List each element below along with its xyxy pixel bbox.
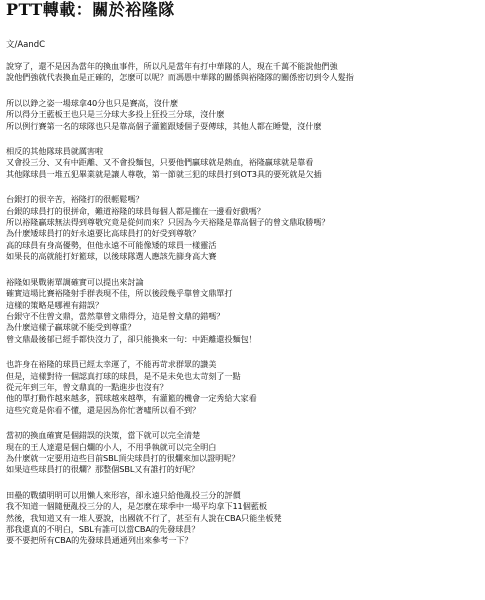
article-line: 為什麼這樣子贏球就不能受到尊重？ [6, 322, 136, 333]
article-body [6, 61, 482, 561]
article-line: 所以得分王藍板王也只是三分球大多投上狂投三分球，沒什麼 [6, 109, 225, 120]
article-line: 其他隊球員一堆五犯畢業就是讓人尊敬，第一節就三犯的球員打到OT3具的要死就是欠插 [6, 168, 322, 179]
article-line: 為什麼就一定要用這些目前SBL頂尖球員打的很爛來加以證明呢？ [6, 452, 240, 463]
article-line: 但是，這樣對待一個認真打球的球員，是不是未免也太苛刻了一點 [6, 370, 241, 381]
article-line: 如果這些球員打的很爛？那整個SBL又有誰打的好呢？ [6, 464, 200, 475]
article-line: 田壘的戰績明明可以用懶人來形容，卻永遠只給他亂投三分的評價 [6, 489, 241, 500]
article-title: PTT轉載：關於裕隆隊 [6, 0, 175, 19]
article-line: 台銀守不住曾文鼎，當然靠曾文鼎得分，這是曾文鼎的錯嗎？ [6, 310, 225, 321]
article-line: 曾文鼎最後郁已經手都快沒力了，卻只能換來一句：中距離還投麵包！ [6, 333, 257, 344]
article-line: 相反的其他隊球員就厲害啦 [6, 146, 104, 157]
article-paragraph [6, 277, 482, 345]
article-line: 現在的王人達還是個白爛的小人，不用爭執就可以完全明白 [6, 441, 217, 452]
article-paragraph [6, 359, 482, 416]
article-line: 確實這場比賽裕隆射手群表現不佳，所以後段幾乎靠曾文鼎單打 [6, 288, 233, 299]
article-line: 要不要把所有CBA的先發球員通通列出來參考一下？ [6, 535, 193, 546]
article-author: 文/AandC [6, 40, 46, 50]
article-line: 台銀打的很辛苦，裕隆打的很輕鬆嗎？ [6, 194, 144, 205]
article-line: 台銀的球員打的很拼命，難道裕隆的球員每個人都是攏在一邊看好戲嗎？ [6, 205, 265, 216]
article-line: 所以以錚之姿一場球拿40分也只是賽高，沒什麼 [6, 97, 178, 108]
article-line: 又會投三分、又有中距離、又不會投麵包，只要他們贏球就是熱血，裕隆贏球就是靠看 [6, 157, 314, 168]
article-line: 當初的換血確實是個錯誤的決策，當下就可以完全清楚 [6, 430, 201, 441]
article-line: 這樣的策略是哪裡有錯誤？ [6, 299, 104, 310]
article-line: 他的單打動作越來越多，罰球越來越準，有灌籃的機會一定秀給大家看 [6, 393, 257, 404]
article-line: 從元年到三年，曾文鼎真的一點進步也沒有？ [6, 381, 168, 392]
article-line: 說穿了，還不是因為當年的換血事件，所以凡是當年有打中華隊的人，現在千萬不能說他們強 [6, 61, 338, 71]
article-line: 這些究竟是你看不懂，還是因為你忙著噓所以看不到？ [6, 404, 201, 415]
article-paragraph [6, 98, 482, 132]
article-line: 說他們強就代表換血是正確的，怎麼可以呢？而馮愚中華隊的關係與裕隆隊的關係密切到令人髮指 [6, 72, 354, 83]
article-paragraph [6, 146, 482, 180]
article-line: 如果長的高就能打好籃球，以後球隊選人應該先篩身高大賽 [6, 251, 217, 262]
article-paragraph [6, 194, 482, 262]
article-line: 那我還真的不明白，SBL有誰可以當CBA的先發球員？ [6, 524, 200, 534]
article-line: 為什麼矮球員打的好永遠要比高球員打的好受到尊敬？ [6, 228, 201, 239]
article-line: 所以裕隆贏球無法得到尊敬究竟是從何而來？只因為今天裕隆是靠高個子的曾文鼎取勝嗎？ [6, 217, 330, 228]
article-paragraph [6, 490, 482, 547]
article-line: 高的球員有身高優勢，但他永遠不可能像矮的球員一樣靈活 [6, 239, 217, 250]
article-line: 然後，我知道又有一堆人要說，出國就不行了，甚至有人說在CBA只能坐板凳 [6, 512, 282, 523]
article-line: 也許身在裕隆的球員已經太幸運了，不能再苛求群眾的讚美 [6, 359, 217, 370]
article-paragraph [6, 61, 482, 84]
article-line: 所以例行賽第一名的球隊也只是靠高個子灌籃跟矮個子耍傳球，其他人都在睡覺，沒什麼 [6, 120, 322, 131]
article-line: 我不知道一個隨便亂投三分的人，是怎麼在球季中一場平均拿下11個藍板 [6, 501, 267, 512]
article-line: 裕隆如果戰術單調確實可以提出來討論 [6, 276, 144, 287]
article-paragraph [6, 430, 482, 476]
